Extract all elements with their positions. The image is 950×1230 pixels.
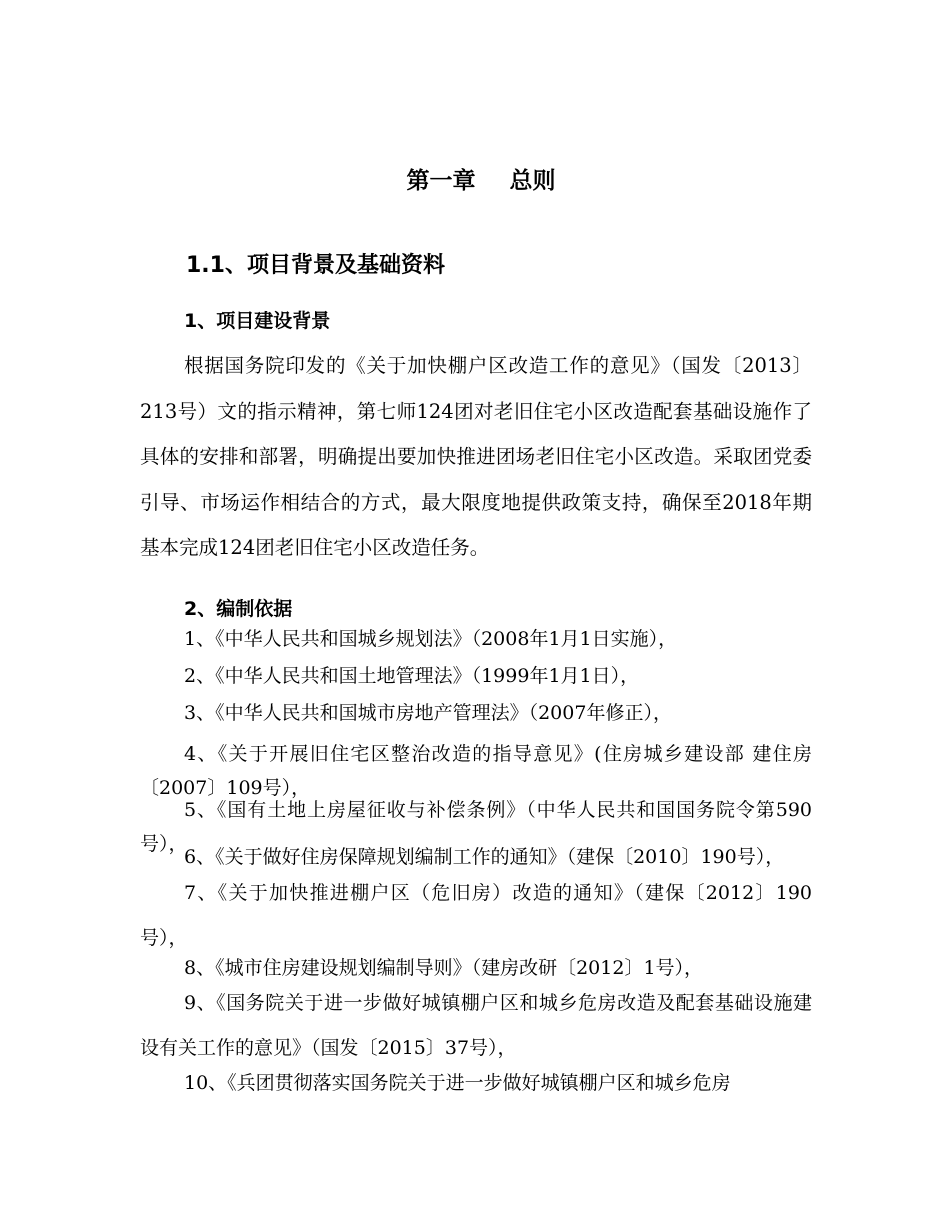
basis-item-10: 10、《兵团贯彻落实国务院关于进一步做好城镇棚户区和城乡危房: [184, 1072, 731, 1094]
basis-item-8: 8、《城市住房建设规划编制导则》（建房改研〔2012〕1号），: [184, 957, 704, 979]
background-heading: 1、项目建设背景: [184, 310, 331, 332]
basis-item-2: 2、《中华人民共和国土地管理法》（1999年1月1日），: [184, 665, 640, 687]
background-paragraph: 根据国务院印发的《关于加快棚户区改造工作的意见》（国发〔2013〕213号）文的指示精神，第七师124团对老旧住宅小区改造配套基础设施作了具体的安排和部署，明确提出要加快推进团场老旧住宅小区改造。采取团党委引导、市场运作相结合的方式，最大限度地提供政策支持，确保至2018年期基本完成124团老旧住宅小区改造任务。: [140, 354, 812, 559]
basis-item-1: 1、《中华人民共和国城乡规划法》（2008年1月1日实施），: [184, 628, 678, 650]
basis-item-4: 4、《关于开展旧住宅区整治改造的指导意见》(住房城乡建设部 建住房〔2007〕109号），: [140, 743, 812, 799]
basis-item-9: 9、《国务院关于进一步做好城镇棚户区和城乡危房改造及配套基础设施建设有关工作的意见》（国发〔2015〕37号），: [140, 992, 812, 1059]
chapter-title: [0, 162, 950, 195]
chapter-number: 第一章: [406, 168, 476, 194]
basis-item-5: 5、《国有土地上房屋征收与补偿条例》（中华人民共和国国务院令第590号），: [140, 799, 812, 855]
section-title: 1.1、项目背景及基础资料: [186, 253, 445, 278]
basis-item-6: 6、《关于做好住房保障规划编制工作的通知》（建保〔2010〕190号），: [184, 846, 785, 868]
basis-heading: 2、编制依据: [184, 598, 293, 620]
basis-item-3: 3、《中华人民共和国城市房地产管理法》（2007年修正），: [184, 702, 672, 724]
chapter-name: 总则: [509, 168, 556, 194]
basis-item-7: 7、《关于加快推进棚户区（危旧房）改造的通知》（建保〔2012〕190号），: [140, 882, 812, 949]
